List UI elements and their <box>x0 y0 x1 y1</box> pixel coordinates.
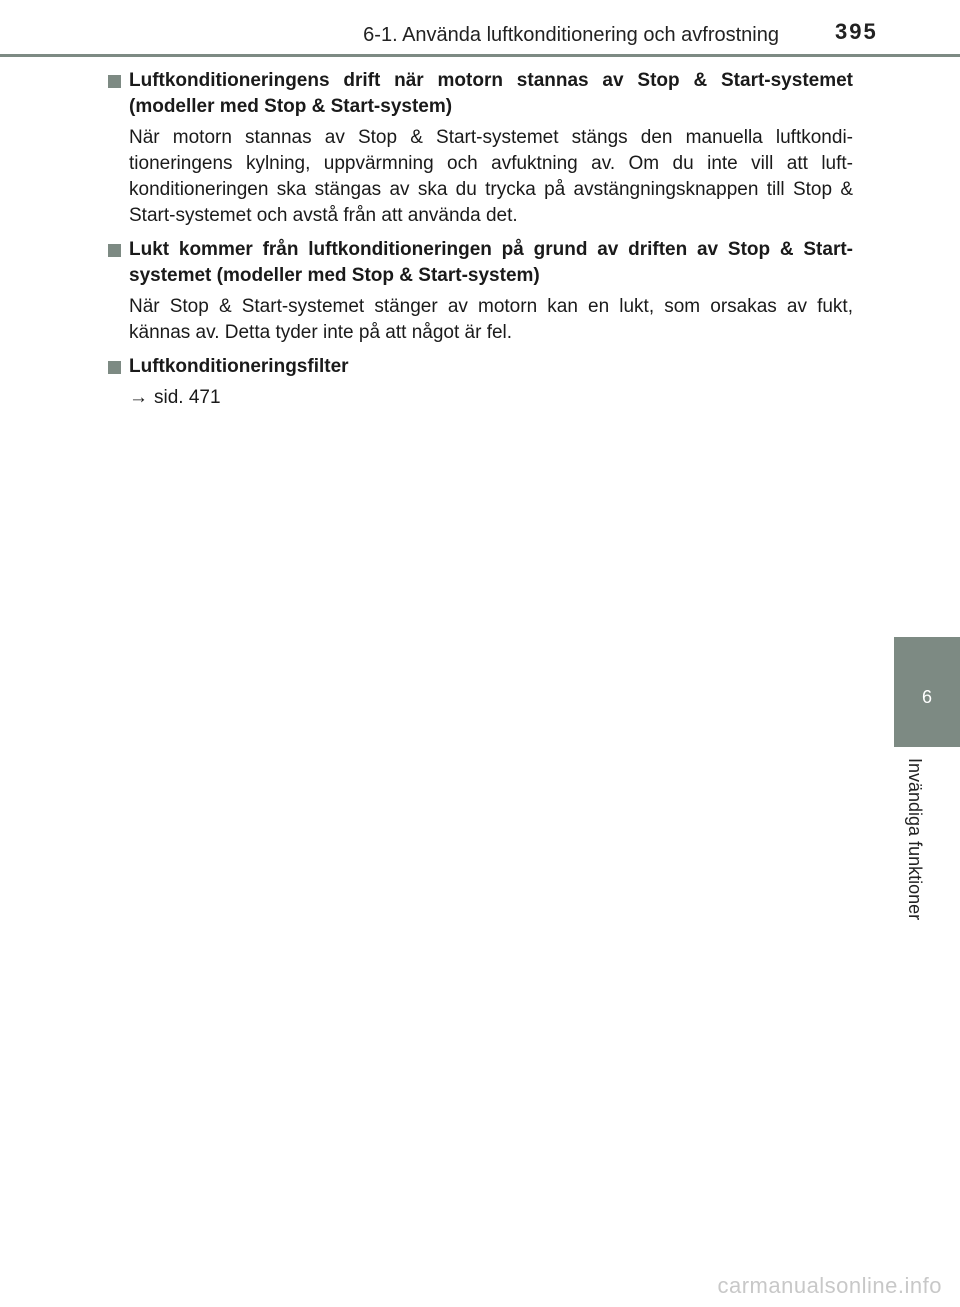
chapter-tab-divider <box>894 747 960 749</box>
page-number: 395 <box>835 19 878 44</box>
main-content <box>108 68 853 419</box>
section-stop-start-ac-operation <box>108 68 853 229</box>
chapter-tab <box>894 637 960 747</box>
section-heading <box>108 237 853 289</box>
page-reference[interactable] <box>129 385 853 411</box>
chapter-number: 6 <box>921 687 932 707</box>
section-stop-start-odor <box>108 237 853 346</box>
section-body: När Stop & Start-systemet stänger av motorn kan en lukt, som orsakas av fukt, kännas av. Detta tyder inte på att något är fel. <box>129 296 853 343</box>
section-heading <box>108 354 853 380</box>
page-header <box>0 0 960 60</box>
section-heading-text: Luftkonditioneringens drift när motorn stannas av Stop & Start-systemet (modeller med Stop & Start-system) <box>129 70 853 117</box>
header-rule <box>0 54 960 57</box>
watermark: carmanualsonline.info <box>717 1273 942 1298</box>
square-bullet-icon <box>108 244 121 257</box>
page-reference-text[interactable]: sid. 471 <box>154 387 221 408</box>
section-heading <box>108 68 853 120</box>
chapter-title: Invändiga funktioner <box>905 758 925 921</box>
arrow-right-icon: → <box>129 387 148 408</box>
square-bullet-icon <box>108 361 121 374</box>
square-bullet-icon <box>108 75 121 88</box>
section-heading-text: Luftkonditioneringsfilter <box>129 356 349 377</box>
section-body: När motorn stannas av Stop & Start-systemet stängs den manuella luftkondi-tioneringens kylning, uppvärmning och avfuktning av. Om du inte vill att luft-konditioneringen ska stängas av ska du trycka på avstängningsknappen till Stop & Start-systemet och avstå från att använda det. <box>129 127 853 226</box>
section-ac-filter <box>108 354 853 411</box>
section-heading-text: Lukt kommer från luftkonditioneringen på grund av driften av Stop & Start-systemet (modeller med Stop & Start-system) <box>129 239 853 286</box>
section-title: 6-1. Använda luftkonditionering och avfrostning <box>363 24 779 46</box>
